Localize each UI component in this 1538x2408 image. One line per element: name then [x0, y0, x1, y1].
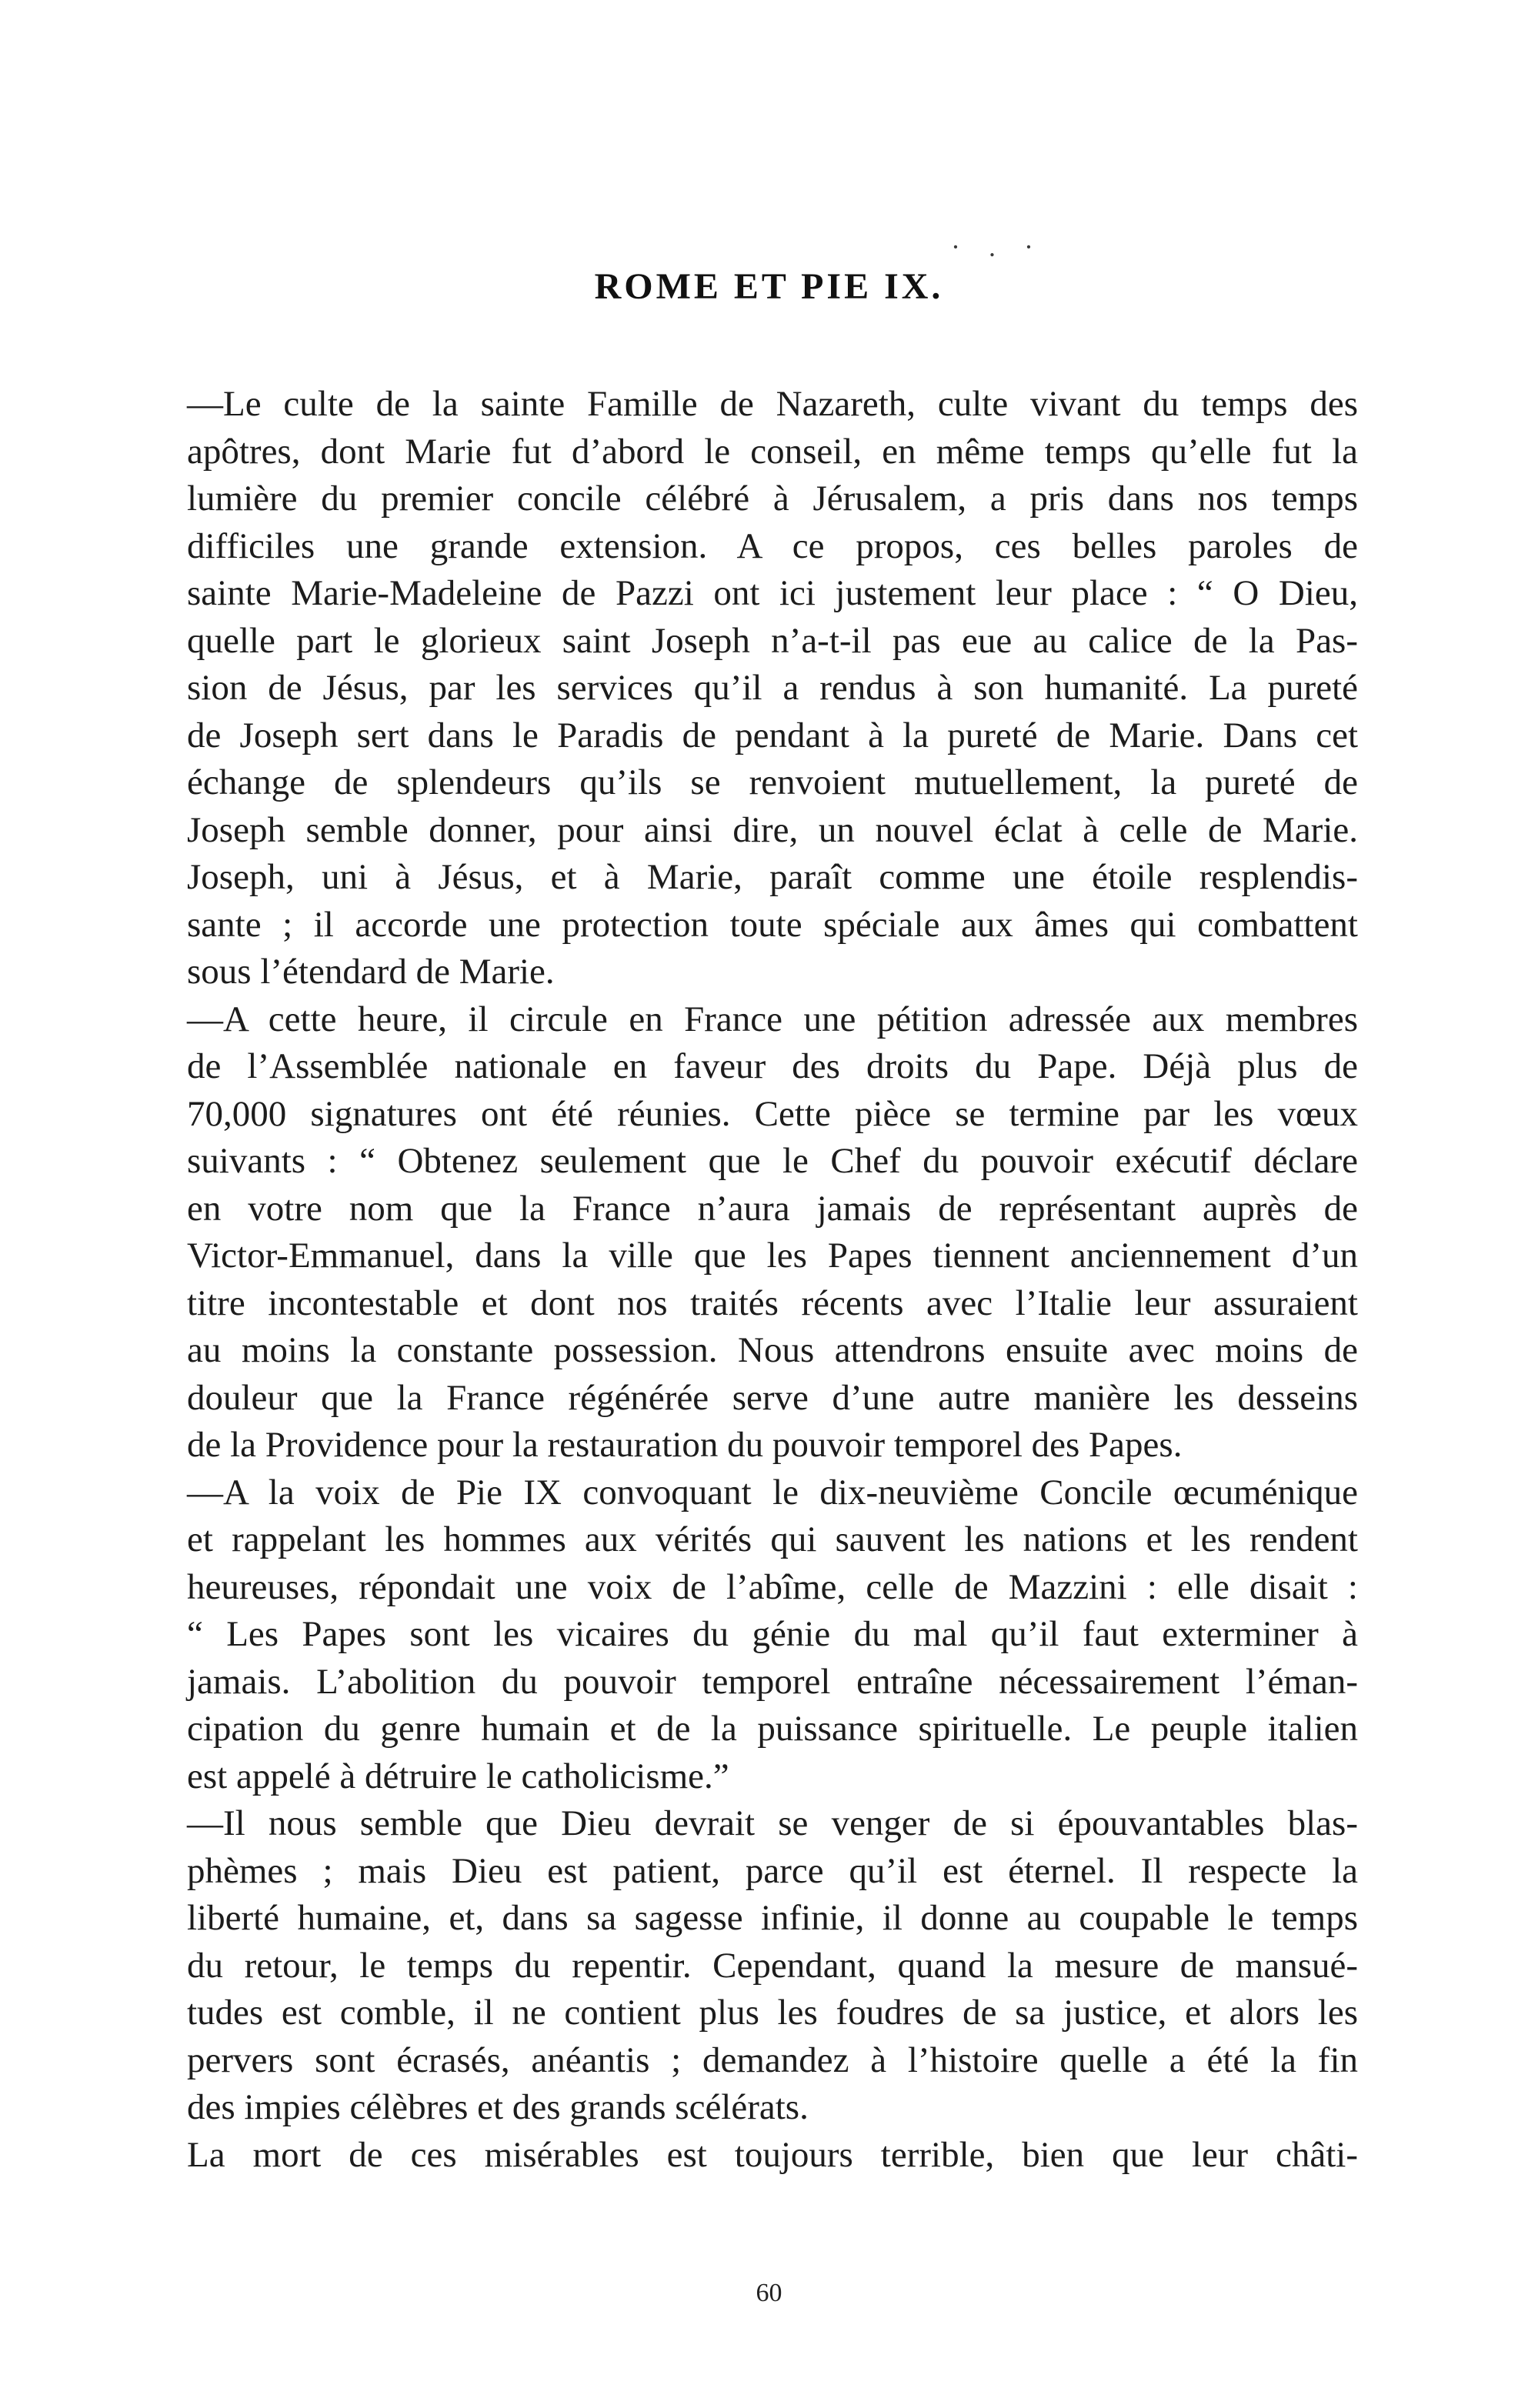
text-line: lumière du premier concile célébré à Jérusalem, a pris dans nos temps	[187, 479, 1358, 519]
text-line: —A cette heure, il circule en France une pétition adressée aux membres	[187, 999, 1358, 1039]
text-line: quelle part le glorieux saint Joseph n’a-t-il pas eue au calice de la Pas-	[187, 620, 1358, 661]
text-line: apôtres, dont Marie fut d’abord le conseil, en même temps qu’elle fut la	[187, 431, 1358, 472]
text-line: sante ; il accorde une protection toute spéciale aux âmes qui combattent	[187, 904, 1358, 945]
text-line: sion de Jésus, par les services qu’il a rendus à son humanité. La pureté	[187, 668, 1358, 708]
page-title: ROME ET PIE IX.	[594, 266, 944, 307]
text-line: Victor-Emmanuel, dans la ville que les Papes tiennent anciennement d’un	[187, 1236, 1358, 1276]
text-line: —A la voix de Pie IX convoquant le dix-neuvième Concile œcuménique	[187, 1472, 1358, 1513]
paragraph	[187, 1469, 1358, 1801]
text-line: “ Les Papes sont les vicaires du génie du mal qu’il faut exterminer à	[187, 1614, 1358, 1654]
paragraph	[187, 1800, 1358, 2132]
page-number: 60	[756, 2279, 782, 2307]
text-line: La mort de ces misérables est toujours terrible, bien que leur châti-	[187, 2134, 1358, 2175]
text-line: sous l’étendard de Marie.	[187, 952, 555, 992]
text-line: —Le culte de la sainte Famille de Nazareth, culte vivant du temps des	[187, 384, 1358, 424]
text-line: difficiles une grande extension. A ce propos, ces belles paroles de	[187, 525, 1358, 566]
text-line: liberté humaine, et, dans sa sagesse infinie, il donne au coupable le temps	[187, 1898, 1358, 1938]
text-line: Joseph, uni à Jésus, et à Marie, paraît comme une étoile resplendis-	[187, 857, 1358, 897]
paragraph	[187, 996, 1358, 1469]
paragraph	[187, 381, 1358, 996]
text-line: des impies célèbres et des grands scélérats.	[187, 2087, 809, 2127]
text-line: échange de splendeurs qu’ils se renvoient mutuellement, la pureté de	[187, 762, 1358, 802]
text-line: est appelé à détruire le catholicisme.”	[187, 1756, 729, 1796]
text-line: en votre nom que la France n’aura jamais de représentant auprès de	[187, 1188, 1358, 1229]
text-line: heureuses, répondait une voix de l’abîme, celle de Mazzini : elle disait :	[187, 1566, 1358, 1607]
text-line: de la Providence pour la restauration du pouvoir temporel des Papes.	[187, 1425, 1183, 1465]
text-line: titre incontestable et dont nos traités récents avec l’Italie leur assuraient	[187, 1282, 1358, 1323]
text-line: —Il nous semble que Dieu devrait se venger de si épouvantables blas-	[187, 1803, 1358, 1843]
text-line: sainte Marie-Madeleine de Pazzi ont ici justement leur place : “ O Dieu,	[187, 573, 1358, 613]
text-line: 70,000 signatures ont été réunies. Cette pièce se termine par les vœux	[187, 1093, 1358, 1134]
text-line: et rappelant les hommes aux vérités qui sauvent les nations et les rendent	[187, 1519, 1358, 1559]
text-line: de l’Assemblée nationale en faveur des droits du Pape. Déjà plus de	[187, 1046, 1358, 1086]
text-line: de Joseph sert dans le Paradis de pendant à la pureté de Marie. Dans cet	[187, 715, 1358, 755]
text-line: phèmes ; mais Dieu est patient, parce qu’il est éternel. Il respecte la	[187, 1850, 1358, 1891]
stray-print-marks: · . ·	[951, 232, 1044, 262]
text-line: douleur que la France régénérée serve d’une autre manière les desseins	[187, 1377, 1358, 1418]
text-line: pervers sont écrasés, anéantis ; demandez à l’histoire quelle a été la fin	[187, 2039, 1358, 2080]
text-line: Joseph semble donner, pour ainsi dire, un nouvel éclat à celle de Marie.	[187, 809, 1358, 850]
text-line: jamais. L’abolition du pouvoir temporel entraîne nécessairement l’éman-	[187, 1661, 1358, 1702]
text-line: suivants : “ Obtenez seulement que le Chef du pouvoir exécutif déclare	[187, 1141, 1358, 1181]
text-line: tudes est comble, il ne contient plus les foudres de sa justice, et alors les	[187, 1993, 1358, 2033]
text-line: du retour, le temps du repentir. Cependant, quand la mesure de mansué-	[187, 1945, 1358, 1986]
text-line: au moins la constante possession. Nous attendrons ensuite avec moins de	[187, 1330, 1358, 1370]
text-line: cipation du genre humain et de la puissance spirituelle. Le peuple italien	[187, 1709, 1358, 1749]
article-body	[187, 381, 1358, 2179]
paragraph	[187, 2132, 1358, 2180]
